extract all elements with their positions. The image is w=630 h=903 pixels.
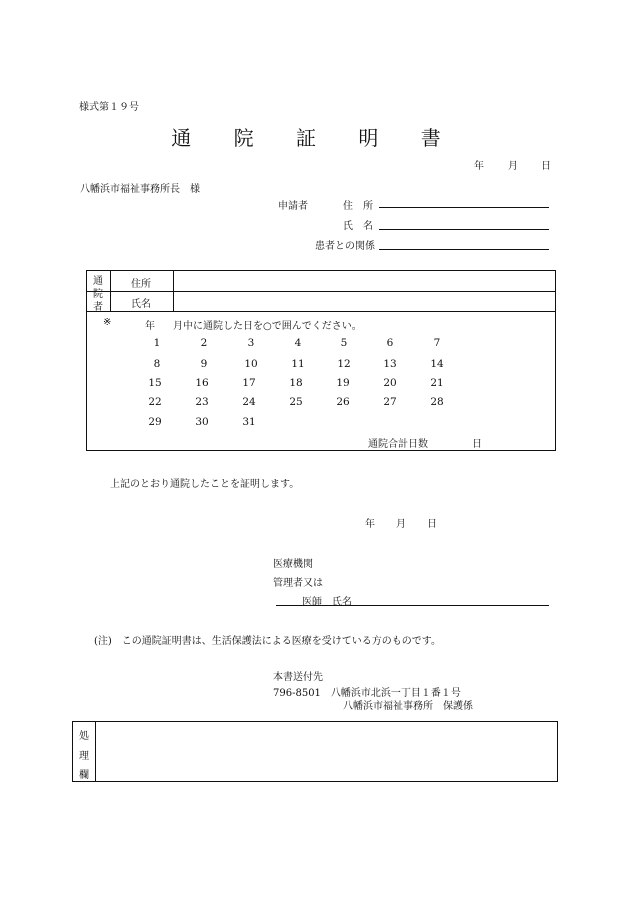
day-8[interactable]: 8 xyxy=(153,358,161,370)
processing-label-char: 処 xyxy=(79,731,89,742)
note-text: (注) この通院証明書は、生活保護法による医療を受けている方のものです。 xyxy=(94,636,442,647)
col-divider xyxy=(173,271,174,311)
doctor-name-label: 医師 氏名 xyxy=(302,597,352,608)
day-24[interactable]: 24 xyxy=(242,396,256,408)
day-10[interactable]: 10 xyxy=(244,358,258,370)
day-13[interactable]: 13 xyxy=(383,358,397,370)
processing-box xyxy=(72,721,558,782)
side-label-char: 者 xyxy=(93,302,103,313)
cert-date-year: 年 xyxy=(365,519,375,530)
patient-address-field[interactable] xyxy=(175,272,553,290)
day-20[interactable]: 20 xyxy=(383,377,397,389)
col-divider xyxy=(95,722,96,781)
day-28[interactable]: 28 xyxy=(430,396,444,408)
day-27[interactable]: 27 xyxy=(383,396,397,408)
issue-date-month: 月 xyxy=(508,161,518,172)
day-31[interactable]: 31 xyxy=(242,416,256,428)
applicant-label: 申請者 xyxy=(278,201,308,212)
patient-name-field[interactable] xyxy=(175,292,553,310)
day-16[interactable]: 16 xyxy=(195,377,209,389)
processing-label-char: 理 xyxy=(79,751,89,762)
send-to-address: 796-8501 八幡浜市北浜一丁目１番１号 xyxy=(273,688,461,699)
day-2[interactable]: 2 xyxy=(200,337,208,349)
instruction-mark: ※ xyxy=(103,317,112,328)
applicant-name-field[interactable] xyxy=(379,229,549,230)
day-12[interactable]: 12 xyxy=(337,358,351,370)
day-4[interactable]: 4 xyxy=(294,337,302,349)
instruction-year: 年 xyxy=(145,321,155,332)
form-number: 様式第１９号 xyxy=(79,102,139,113)
addressee: 八幡浜市福祉事務所長 様 xyxy=(80,184,200,195)
send-to-office: 八幡浜市福祉事務所 保護係 xyxy=(343,701,473,712)
day-5[interactable]: 5 xyxy=(340,337,348,349)
day-11[interactable]: 11 xyxy=(291,358,305,370)
certify-text: 上記のとおり通院したことを証明します。 xyxy=(110,479,300,490)
total-days-label: 通院合計日数 xyxy=(368,439,428,450)
day-7[interactable]: 7 xyxy=(433,337,441,349)
applicant-address-label: 住 所 xyxy=(343,201,373,212)
day-25[interactable]: 25 xyxy=(289,396,303,408)
send-to-label: 本書送付先 xyxy=(273,672,323,683)
total-days-unit: 日 xyxy=(472,439,482,450)
applicant-name-label: 氏 名 xyxy=(343,221,373,232)
institution-label: 医療機関 xyxy=(273,559,313,570)
relation-field[interactable] xyxy=(379,249,549,250)
issue-date-year: 年 xyxy=(474,161,484,172)
cert-date-day: 日 xyxy=(427,519,437,530)
patient-address-label: 住所 xyxy=(131,279,151,290)
day-19[interactable]: 19 xyxy=(336,377,350,389)
side-label-char: 院 xyxy=(93,289,103,300)
day-18[interactable]: 18 xyxy=(289,377,303,389)
day-15[interactable]: 15 xyxy=(148,377,162,389)
day-17[interactable]: 17 xyxy=(242,377,256,389)
relation-label: 患者との関係 xyxy=(315,241,375,252)
day-22[interactable]: 22 xyxy=(148,396,162,408)
day-3[interactable]: 3 xyxy=(247,337,255,349)
day-26[interactable]: 26 xyxy=(336,396,350,408)
side-label-char: 通 xyxy=(93,276,103,287)
day-9[interactable]: 9 xyxy=(200,358,208,370)
instruction-text: 月中に通院した日を○で囲んでください。 xyxy=(173,321,362,332)
row-divider xyxy=(87,311,555,312)
cert-date-month: 月 xyxy=(396,519,406,530)
day-14[interactable]: 14 xyxy=(430,358,444,370)
col-divider xyxy=(110,271,111,311)
day-23[interactable]: 23 xyxy=(195,396,209,408)
processing-field[interactable] xyxy=(97,723,555,780)
day-21[interactable]: 21 xyxy=(430,377,444,389)
processing-label-char: 欄 xyxy=(79,770,89,781)
patient-name-label: 氏名 xyxy=(131,299,151,310)
applicant-address-field[interactable] xyxy=(379,207,549,208)
issue-date-day: 日 xyxy=(541,161,551,172)
manager-label: 管理者又は xyxy=(273,578,323,589)
doctor-name-field[interactable] xyxy=(276,605,549,606)
day-30[interactable]: 30 xyxy=(195,416,209,428)
attendance-table xyxy=(86,270,556,451)
day-1[interactable]: 1 xyxy=(153,337,161,349)
day-29[interactable]: 29 xyxy=(148,416,162,428)
document-title: 通 院 証 明 書 xyxy=(171,126,459,150)
day-6[interactable]: 6 xyxy=(386,337,394,349)
